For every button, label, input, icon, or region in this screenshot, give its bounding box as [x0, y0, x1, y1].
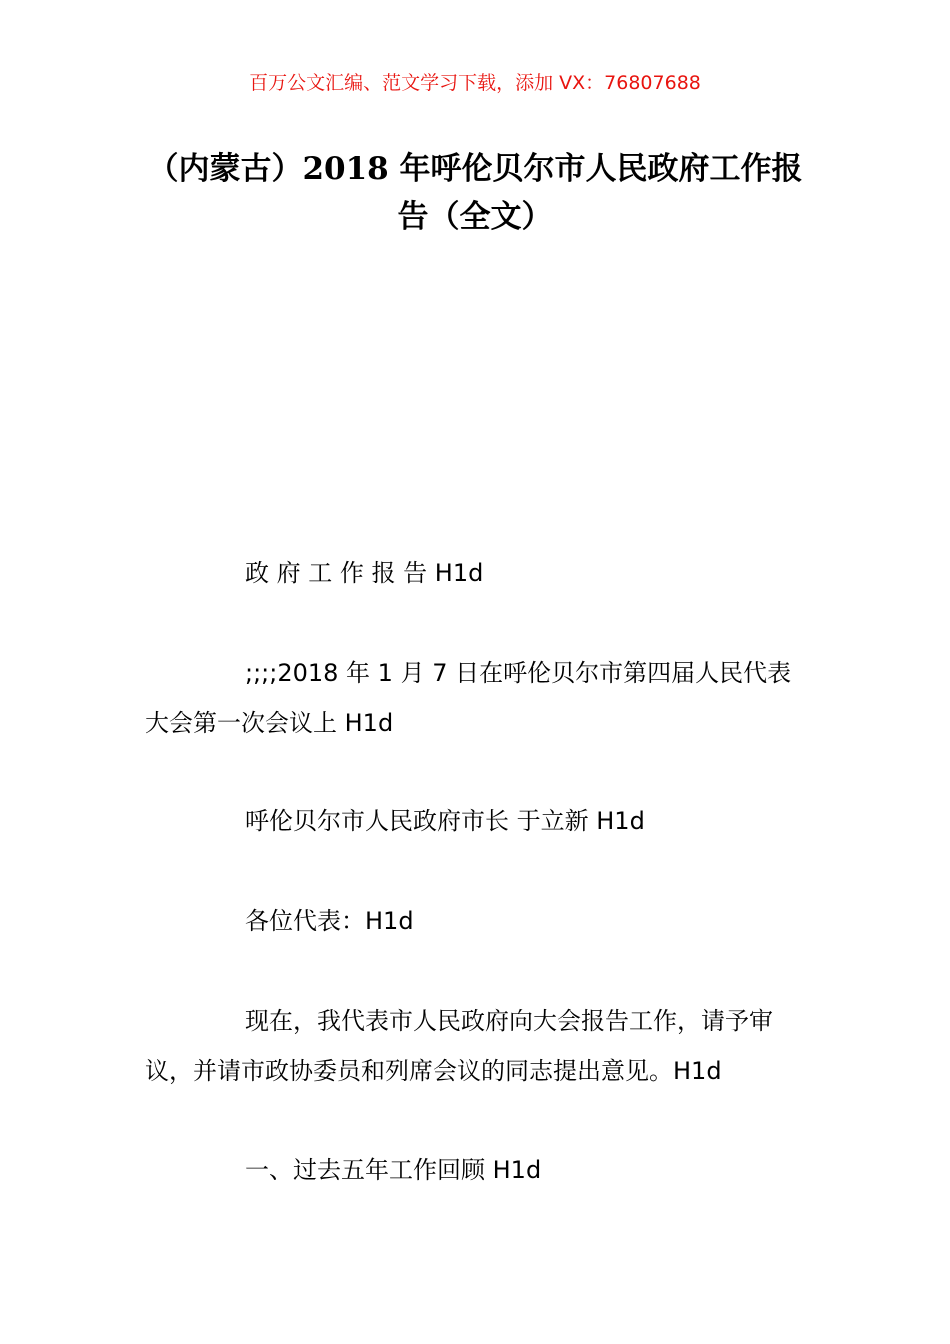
- document-title: （内蒙古）2018 年呼伦贝尔市人民政府工作报告（全文）: [147, 151, 803, 235]
- report-heading: 政 府 工 作 报 告 H1d: [245, 559, 484, 587]
- opening-paragraph: 现在，我代表市人民政府向大会报告工作，请予审议，并请市政协委员和列席会议的同志提出意见。H1d: [145, 1007, 773, 1085]
- report-occasion: ;;;;2018 年 1 月 7 日在呼伦贝尔市第四届人民代表大会第一次会议上 H1d: [145, 659, 792, 737]
- header-promo-note: 百万公文汇编、范文学习下载，添加 VX：76807688: [249, 72, 701, 94]
- salutation: 各位代表：H1d: [245, 907, 414, 935]
- report-author: 呼伦贝尔市人民政府市长 于立新 H1d: [245, 807, 645, 835]
- section-heading-1: 一、过去五年工作回顾 H1d: [245, 1156, 542, 1184]
